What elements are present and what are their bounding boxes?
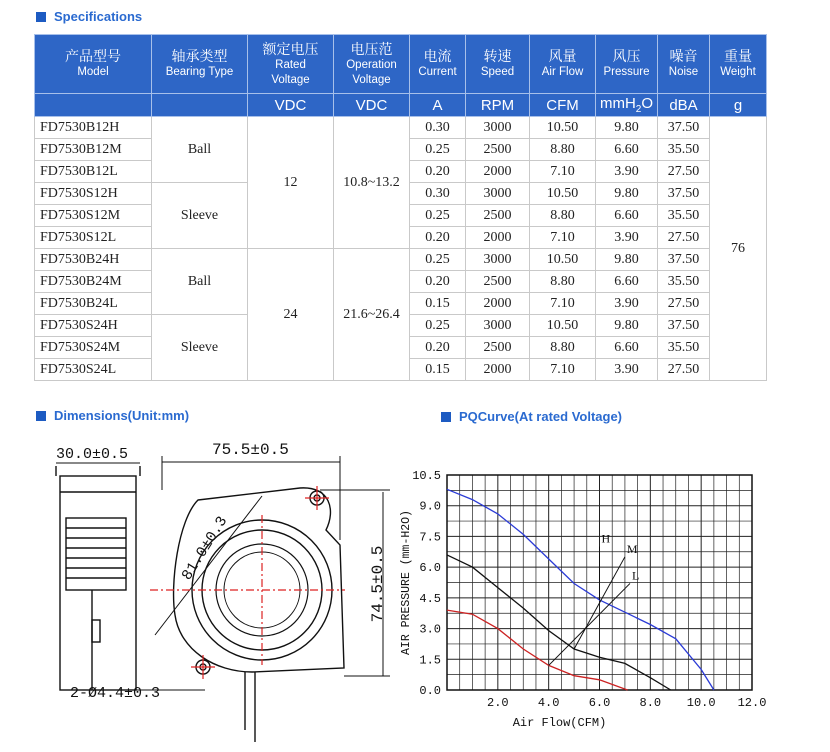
series-line-M <box>447 555 671 690</box>
table-row: FD7530B12L 0.20 2000 7.10 3.90 27.50 <box>35 161 767 183</box>
operation-voltage-cell: 21.6~26.4 <box>334 249 410 381</box>
side-view-body <box>60 476 136 690</box>
header-rated-voltage: 额定电压 Rated Voltage <box>248 35 334 94</box>
dim-height: 74.5±0.5 <box>369 545 387 623</box>
x-tick-label: 2.0 <box>487 696 509 710</box>
dim-width: 75.5±0.5 <box>212 441 289 459</box>
table-row: FD7530S24L 0.15 2000 7.10 3.90 27.50 <box>35 359 767 381</box>
x-tick-label: 8.0 <box>639 696 662 710</box>
bearing-cell: Ball <box>152 117 248 183</box>
series-line-H <box>447 489 714 690</box>
y-tick-label: 9.0 <box>419 499 441 514</box>
header-weight: 重量 Weight <box>710 35 767 94</box>
rated-voltage-cell: 24 <box>248 249 334 381</box>
header-model: 产品型号 Model <box>35 35 152 94</box>
operation-voltage-cell: 10.8~13.2 <box>334 117 410 249</box>
x-axis-label: Air Flow(CFM) <box>512 716 607 730</box>
unit-model-blank <box>35 94 152 117</box>
unit-air-flow: CFM <box>530 94 596 117</box>
table-row: FD7530B12H Ball 12 10.8~13.2 0.30 3000 10.50 9.80 37.50 76 <box>35 117 767 139</box>
y-tick-label: 0.0 <box>419 684 441 698</box>
unit-current: A <box>410 94 466 117</box>
square-bullet-icon <box>441 412 451 422</box>
dimensions-title-text: Dimensions(Unit:mm) <box>54 408 190 423</box>
series-leader-M <box>574 557 625 649</box>
header-operation-voltage: 电压范 Operation Voltage <box>334 35 410 94</box>
table-row: FD7530B24H Ball 24 21.6~26.4 0.25 3000 10.50 9.80 37.50 <box>35 249 767 271</box>
unit-rated-voltage: VDC <box>248 94 334 117</box>
series-leader-L <box>549 583 630 665</box>
unit-operation-voltage: VDC <box>334 94 410 117</box>
table-row: FD7530S12L 0.20 2000 7.10 3.90 27.50 <box>35 227 767 249</box>
table-row: FD7530S12M 0.25 2500 8.80 6.60 35.50 <box>35 205 767 227</box>
square-bullet-icon <box>36 12 46 22</box>
dim-diameter: 81.0±0.3 <box>178 513 232 584</box>
y-tick-label: 7.5 <box>419 530 441 545</box>
series-label-M: M <box>626 541 638 556</box>
y-tick-label: 4.5 <box>419 591 441 606</box>
table-row: FD7530S24H Sleeve 0.25 3000 10.50 9.80 37.50 <box>35 315 767 337</box>
header-speed: 转速 Speed <box>466 35 530 94</box>
plot-frame <box>447 475 752 690</box>
specifications-section-title <box>36 9 142 24</box>
table-row: FD7530B12M 0.25 2500 8.80 6.60 35.50 <box>35 139 767 161</box>
unit-noise: dBA <box>658 94 710 117</box>
rated-voltage-cell: 12 <box>248 117 334 249</box>
pq-section-title <box>441 409 622 424</box>
table-row: FD7530B24M 0.20 2500 8.80 6.60 35.50 <box>35 271 767 293</box>
series-label-H: H <box>601 531 611 546</box>
header-pressure: 风压 Pressure <box>596 35 658 94</box>
y-axis-label: AIR PRESSURE (mm-H2O) <box>400 510 413 655</box>
x-tick-label: 4.0 <box>537 696 560 710</box>
unit-bearing-blank <box>152 94 248 117</box>
x-tick-label: 12.0 <box>737 696 767 710</box>
dimensions-section-title <box>36 408 189 423</box>
x-tick-label: 10.0 <box>686 696 716 710</box>
y-tick-label: 10.5 <box>412 469 441 483</box>
y-tick-label: 3.0 <box>419 622 441 637</box>
series-line-L <box>447 610 628 690</box>
y-tick-label: 6.0 <box>419 561 441 576</box>
bearing-cell: Sleeve <box>152 183 248 249</box>
dim-holes: 2-Ø4.4±0.3 <box>70 685 161 702</box>
table-row: FD7530S12H Sleeve 0.30 3000 10.50 9.80 37.50 <box>35 183 767 205</box>
bearing-cell: Ball <box>152 249 248 315</box>
unit-weight: g <box>710 94 767 117</box>
specifications-table <box>34 34 767 381</box>
table-row: FD7530B24L 0.15 2000 7.10 3.90 27.50 <box>35 293 767 315</box>
dim-side-width: 30.0±0.5 <box>56 446 129 463</box>
header-noise: 噪音 Noise <box>658 35 710 94</box>
bearing-cell: Sleeve <box>152 315 248 381</box>
table-row: FD7530S24M 0.20 2500 8.80 6.60 35.50 <box>35 337 767 359</box>
specifications-title-text: Specifications <box>54 9 143 24</box>
weight-cell: 76 <box>710 117 767 381</box>
unit-pressure: mmH$_2$O <box>596 94 658 117</box>
pq-title-text: PQCurve(At rated Voltage) <box>459 409 623 424</box>
unit-speed: RPM <box>466 94 530 117</box>
square-bullet-icon <box>36 411 46 421</box>
y-tick-label: 1.5 <box>419 653 441 668</box>
header-air-flow: 风量 Air Flow <box>530 35 596 94</box>
header-bearing: 轴承类型 Bearing Type <box>152 35 248 94</box>
x-tick-label: 6.0 <box>588 696 611 710</box>
series-label-L: L <box>632 568 640 583</box>
header-current: 电流 Current <box>410 35 466 94</box>
